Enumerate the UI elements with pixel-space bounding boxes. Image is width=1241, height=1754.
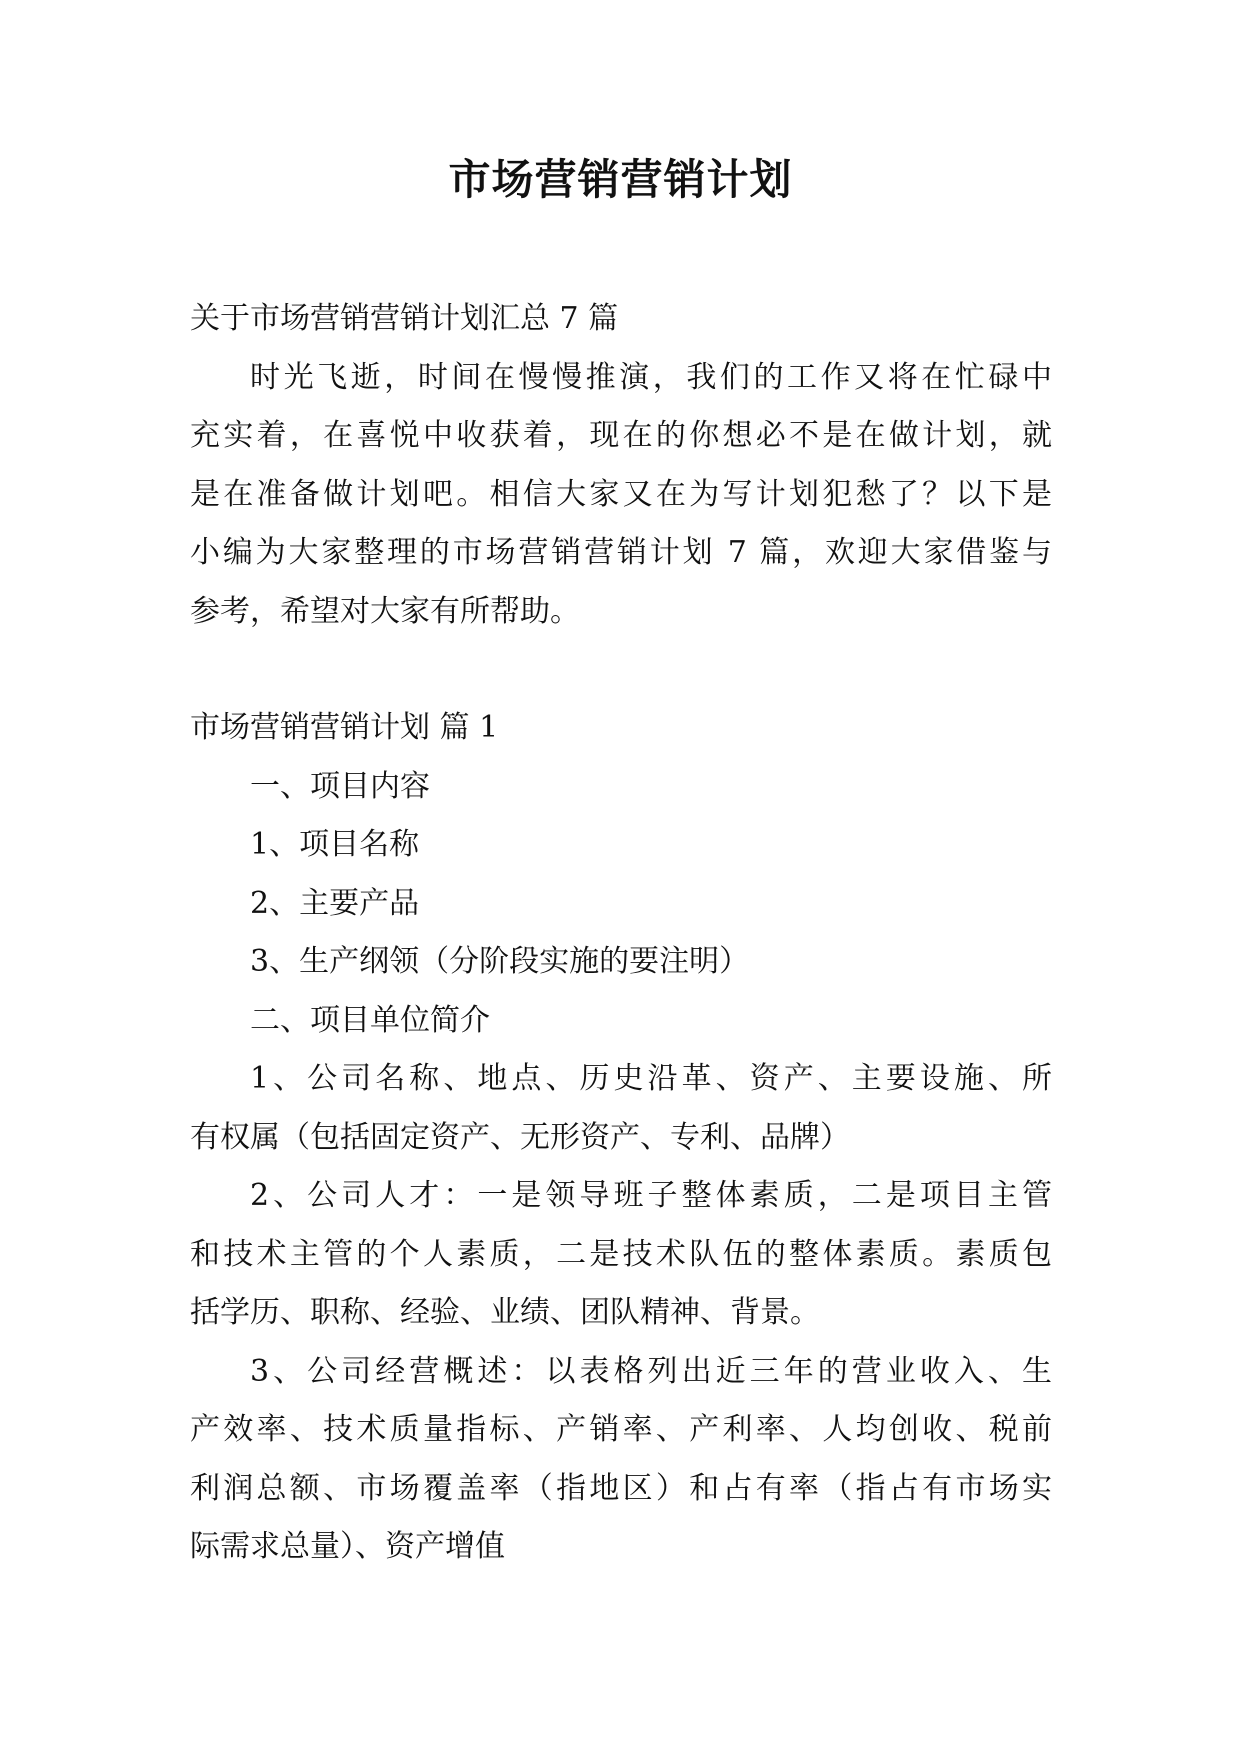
text-line: 和技术主管的个人素质，二是技术队伍的整体素质。素质包 bbox=[190, 1236, 1052, 1272]
text-line: 时光飞逝，时间在慢慢推演，我们的工作又将在忙碌中 bbox=[250, 359, 1052, 395]
text-line: 充实着，在喜悦中收获着，现在的你想必不是在做计划，就 bbox=[190, 418, 1052, 453]
text-line: 有权属（包括固定资产、无形资产、专利、品牌） bbox=[190, 1119, 850, 1155]
text-line: 2、公司人才：一是领导班子整体素质，二是项目主管 bbox=[250, 1178, 1052, 1213]
text-line: 关于市场营销营销计划汇总 7 篇 bbox=[190, 301, 619, 336]
text-line: 括学历、职称、经验、业绩、团队精神、背景。 bbox=[190, 1295, 820, 1330]
text-line: 1、公司名称、地点、历史沿革、资产、主要设施、所 bbox=[250, 1061, 1052, 1096]
text-line: 产效率、技术质量指标、产销率、产利率、人均创收、税前 bbox=[190, 1412, 1052, 1447]
text-line: 2、主要产品 bbox=[250, 885, 420, 921]
text-line: 利润总额、市场覆盖率（指地区）和占有率（指占有市场实 bbox=[190, 1470, 1052, 1506]
text-line: 1、项目名称 bbox=[250, 827, 420, 862]
document-body bbox=[190, 290, 1052, 1577]
text-line: 小编为大家整理的市场营销营销计划 7 篇，欢迎大家借鉴与 bbox=[190, 535, 1052, 570]
text-line: 际需求总量）、资产增值 bbox=[190, 1529, 505, 1564]
document-title: 市场营销营销计划 bbox=[448, 155, 793, 204]
text-line: 是在准备做计划吧。相信大家又在为写计划犯愁了？以下是 bbox=[190, 476, 1052, 512]
paragraph-gap bbox=[190, 641, 1052, 699]
text-line: 参考，希望对大家有所帮助。 bbox=[190, 593, 580, 629]
text-line: 3、生产纲领（分阶段实施的要注明） bbox=[250, 944, 750, 979]
text-line: 一、项目内容 bbox=[250, 768, 430, 804]
text-line: 3、公司经营概述：以表格列出近三年的营业收入、生 bbox=[250, 1353, 1052, 1389]
text-line: 二、项目单位简介 bbox=[250, 1002, 490, 1038]
text-line: 市场营销营销计划 篇 1 bbox=[190, 710, 499, 745]
